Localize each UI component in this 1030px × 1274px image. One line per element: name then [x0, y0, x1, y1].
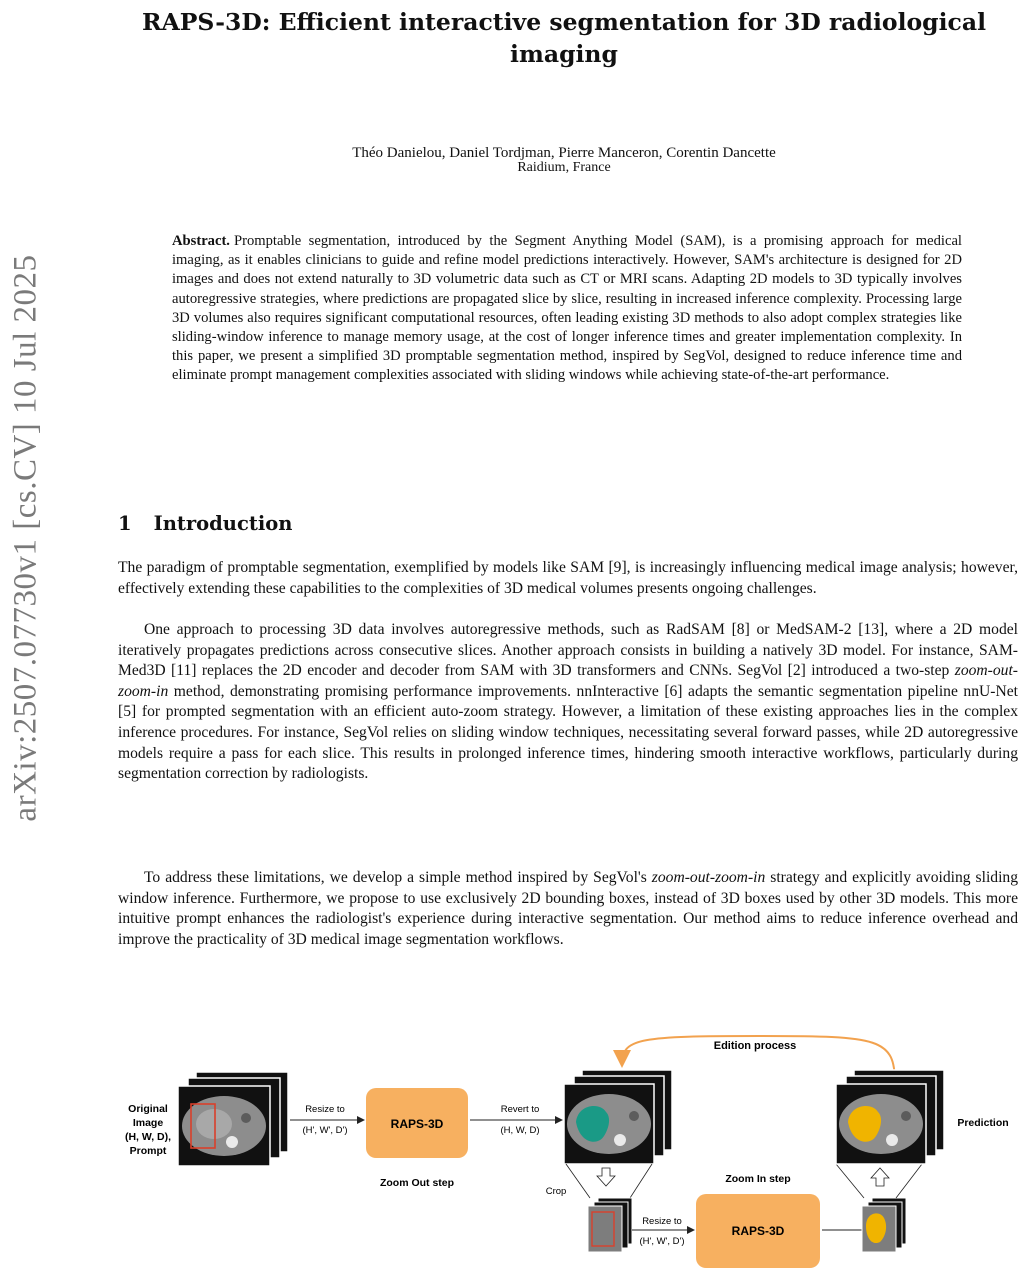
arxiv-id: arXiv:2507.07730v1 [cs.CV] 10 Jul 2025 — [7, 254, 44, 822]
svg-text:Prompt: Prompt — [129, 1145, 167, 1157]
section-title: Introduction — [153, 512, 293, 535]
prediction-label: Prediction — [957, 1117, 1009, 1129]
abstract — [172, 232, 962, 386]
zoom-in-result-stack — [862, 1198, 906, 1252]
svg-text:Image: Image — [132, 1117, 164, 1129]
crop-guide — [896, 1164, 922, 1198]
paper-title: RAPS-3D: Efficient interactive segmentation for 3D radiological imaging — [142, 8, 986, 68]
section-heading — [118, 512, 292, 535]
zoom-in-label: Zoom In step — [725, 1173, 791, 1185]
svg-text:Original: Original — [128, 1103, 168, 1115]
method-diagram — [0, 1030, 1030, 1274]
intro-paragraph-3: To address these limitations, we develop a simple method inspired by SegVol's zoom-out-zoom-in strategy and explicitly avoiding sliding window inference. Furthermore, we propose to use exclusively 2D bounding boxes, instead of 3D boxes used by other 3D models. This more intuitive prompt enhances the radiologist's experience during interactive segmentation. Our method aims to reduce inference overhead and improve the practicality of 3D medical image segmentation workflows. — [118, 869, 1018, 948]
resize-label: Resize to — [305, 1104, 345, 1115]
edition-label: Edition process — [713, 1040, 797, 1052]
svg-text:(H', W', D'): (H', W', D') — [639, 1236, 685, 1247]
revert-label: Revert to — [500, 1104, 540, 1115]
svg-text:(H, W, D): (H, W, D) — [500, 1125, 540, 1136]
down-arrow — [597, 1168, 615, 1186]
crop-guide — [566, 1164, 590, 1198]
prediction-stack — [836, 1070, 944, 1164]
model-label: RAPS-3D — [731, 1224, 785, 1238]
section-number: 1 — [118, 512, 132, 535]
emphasis-term: zoom-out-zoom-in — [651, 869, 766, 886]
crop-label: Crop — [545, 1186, 567, 1197]
crop-guide — [836, 1164, 864, 1198]
arxiv-sidebar — [4, 128, 48, 948]
intro-paragraph-2: One approach to processing 3D data involves autoregressive methods, such as RadSAM [8] or MedSAM-2 [13], where a 2D model iteratively propagates predictions across consecutive slices. Another approach consists in building a natively 3D model. For instance, SAM-Med3D [11] replaces the 2D encoder and decoder from SAM with 3D transformers and CNNs. SegVol [2] introduced a two-step zoom-out-zoom-in method, demonstrating promising performance improvements. nnInteractive [6] adapts the semantic segmentation pipeline nnU-Net [5] for prompted segmentation with an efficient auto-zoom strategy. However, a limitation of these existing approaches lies in the complex inference procedures. For instance, SegVol relies on sliding window techniques, necessitating several forward passes, while 2D autoregressive models require a pass for each slice. This results in prolonged inference times, hindering smooth interactive workflows, particularly during segmentation correction by radiologists. — [118, 621, 1018, 783]
zoom-out-label: Zoom Out step — [379, 1177, 455, 1189]
cropped-ct-stack — [588, 1198, 632, 1252]
model-label: RAPS-3D — [390, 1117, 444, 1131]
svg-text:(H, W, D),: (H, W, D), — [124, 1131, 172, 1143]
up-arrow — [871, 1168, 889, 1186]
abstract-label: Abstract. — [172, 233, 230, 249]
emphasis-term: zoom-out-zoom-in — [118, 662, 1018, 700]
authors: Théo Danielou, Daniel Tordjman, Pierre Manceron, Corentin Dancette — [352, 145, 776, 161]
input-ct-stack — [178, 1072, 288, 1166]
svg-text:(H', W', D'): (H', W', D') — [302, 1125, 348, 1136]
input-label — [125, 1103, 171, 1157]
crop-guide — [630, 1164, 652, 1198]
abstract-text: Promptable segmentation, introduced by the Segment Anything Model (SAM), is a promising approach for medical imaging, as it enables clinicians to guide and refine model predictions interactively. However, SAM's architecture is designed for 2D images and does not extend naturally to 3D volumetric data such as CT or MRI scans. Adapting 2D models to 3D typically involves autoregressive strategies, where predictions are propagated slice by slice, resulting in increased inference complexity. Processing large 3D volumes also requires significant computational resources, often leading existing 3D methods to also adopt complex strategies like sliding-window inference to manage memory usage, at the cost of longer inference times and greater implementation complexity. In this paper, we present a simplified 3D promptable segmentation method, inspired by SegVol, designed to reduce inference time and eliminate prompt management complexities associated with sliding windows while achieving state-of-the-art performance. — [172, 233, 962, 384]
zoom-out-prediction-stack — [564, 1070, 672, 1164]
resize-label: Resize to — [642, 1216, 682, 1227]
affiliation: Raidium, France — [517, 160, 611, 175]
intro-paragraph-1: The paradigm of promptable segmentation, exemplified by models like SAM [9], is increasingly influencing medical image analysis; however, effectively extending these capabilities to the complexities of 3D medical volumes presents ongoing challenges. — [118, 559, 1018, 597]
